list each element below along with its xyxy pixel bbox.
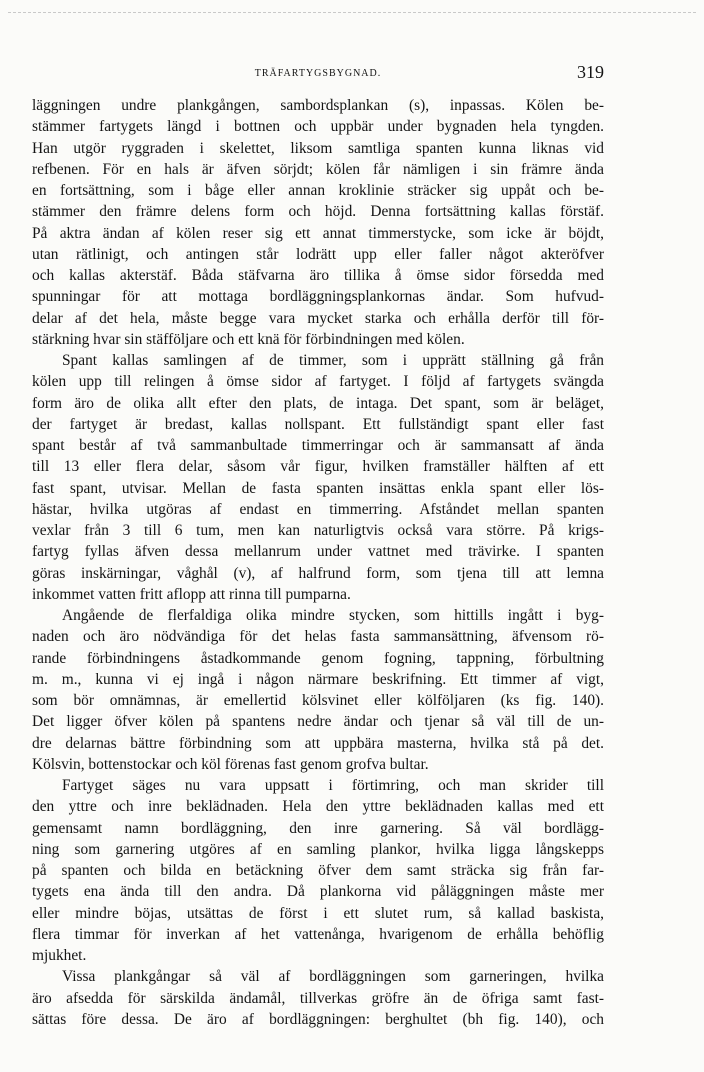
running-title: TRÄFARTYGSBYGNAD. [254,68,382,79]
text-line: äro afsedda för särskilda ändamål, tillverkas gröfre än de öfriga samt fast- [32,989,604,1007]
text-line: mjukhet. [32,947,87,964]
body-text [32,95,604,1030]
text-line: På aktra ändan af kölen reser sig ett annat timmerstycke, som icke är böjdt, [32,224,604,242]
text-line: på spanten och bilda en betäckning öfver dem samt sträcka sig från far- [32,862,604,879]
text-line: refbenen. För en hals är äfven sörjdt; kölen får nämligen i sin främre ända [32,160,604,178]
text-line: ning som garnering utgöres af en samling plankor, hvilka ligga långskepps [32,840,604,858]
paragraph-start-line: Vissa plankgångar så väl af bordläggningen som garneringen, hvilka [62,968,604,986]
text-line: fartyg fyllas äfven dessa mellanrum under vattnet med trävirke. I spanten [32,543,604,561]
text-line: utan rätlinigt, och antingen står lodrätt upp eller faller något akteröfver [32,245,604,263]
text-line: och kallas akterstäf. Båda stäfvarna äro tillika å ömse sidor försedda med [32,267,604,284]
text-line: läggningen undre plankgången, sambordsplankan (s), inpassas. Kölen be- [32,97,604,114]
paragraph-start-line: Angående de flerfaldiga olika mindre stycken, som hittills ingått i byg- [62,607,604,624]
text-line: inkommet vatten fritt aflopp att rinna till pumparna. [32,585,351,603]
text-line: eller mindre böjas, utsättas de först i ett slutet rum, så kallad baskista, [32,904,604,922]
text-line: flera timmar för inverkan af het vattenånga, hvarigenom de erhålla behöflig [32,925,604,943]
text-line: tygets ena ända till den andra. Då plankorna vid påläggningen måste mer [32,883,604,901]
text-line: dre delarnas bättre förbindning som att uppbära masterna, hvilka stå på det. [32,734,604,752]
text-line: Kölsvin, bottenstockar och köl förenas fast genom grofva bultar. [32,755,429,773]
text-line: stärkning hvar sin stäfföljare och ett knä för förbindningen med kölen. [32,330,465,348]
text-line: delar af det hela, måste begge vara mycket starka och erhålla derför till för- [32,309,604,327]
text-line: som bör omnämnas, är emellertid kölsvinet eller kölföljaren (ks fig. 140). [32,692,604,709]
text-line: till 13 eller flera delar, såsom vår figur, hvilken framställer hälften af ett [32,458,604,476]
paragraph-start-line: Fartyget säges nu vara uppsatt i förtimring, och man skrider till [62,777,604,794]
text-line: spant består af två sammanbultade timmerringar och är sammansatt af ända [32,437,604,454]
text-line: kölen upp till relingen å ömse sidor af fartyget. I följd af fartygets svängda [32,373,604,391]
text-line: m. m., kunna vi ej ingå i någon närmare beskrifning. Ett timmer af vigt, [32,670,604,688]
text-line: stämmer den främre delens form och höjd. Denna fortsättning kallas förstäf. [32,203,604,221]
text-line: hästar, hvilka utgöras af endast en timmerring. Afståndet mellan spanten [32,500,604,518]
text-line: spunningar för att mottaga bordläggningsplankornas ändar. Som hufvud- [32,288,604,306]
text-line: stämmer fartygets längd i bottnen och uppbär under bygnaden hela tyngden. [32,118,604,136]
text-line: naden och äro nödvändiga för det helas fasta sammansättning, äfvensom rö- [32,628,604,646]
text-line: göras inskärningar, våghål (v), af halfrund form, som tjena till att lemna [32,564,604,582]
text-line: en fortsättning, som i båge eller annan kroklinie sträcker sig uppåt och be- [32,182,604,199]
page-header [32,62,604,86]
text-line: sättas före dessa. De äro af bordläggningen: berghultet (bh fig. 140), och [32,1010,604,1028]
paragraph-start-line: Spant kallas samlingen af de timmer, som i upprätt ställning gå från [62,352,604,369]
text-line: form äro de olika allt efter den plats, de intaga. Det spant, som är beläget, [32,394,604,412]
text-line: gemensamt namn bordläggning, den inre garnering. Så väl bordlägg- [32,819,604,837]
text-line: Det ligger öfver kölen på spantens nedre ändar och tjenar så väl till de un- [32,713,604,731]
text-line: rande förbindningens åstadkommande genom fogning, tappning, förbultning [32,649,604,667]
text-line: vexlar från 3 till 6 tum, men kan naturligtvis också vara större. På krigs- [32,522,604,539]
text-line: den yttre och inre beklädnaden. Hela den yttre beklädnaden kallas med ett [32,798,604,816]
text-line: Han utgör ryggraden i skelettet, liksom samtliga spanten kunna liknas vid [32,139,604,157]
text-line: der fartyget är bredast, kallas nollspant. Ett fullständigt spant eller fast [32,415,604,433]
scan-edge-rule [8,12,696,13]
page-number: 319 [577,62,604,82]
text-line: fast spant, utvisar. Mellan de fasta spanten insättas enkla spant eller lös- [32,479,604,497]
